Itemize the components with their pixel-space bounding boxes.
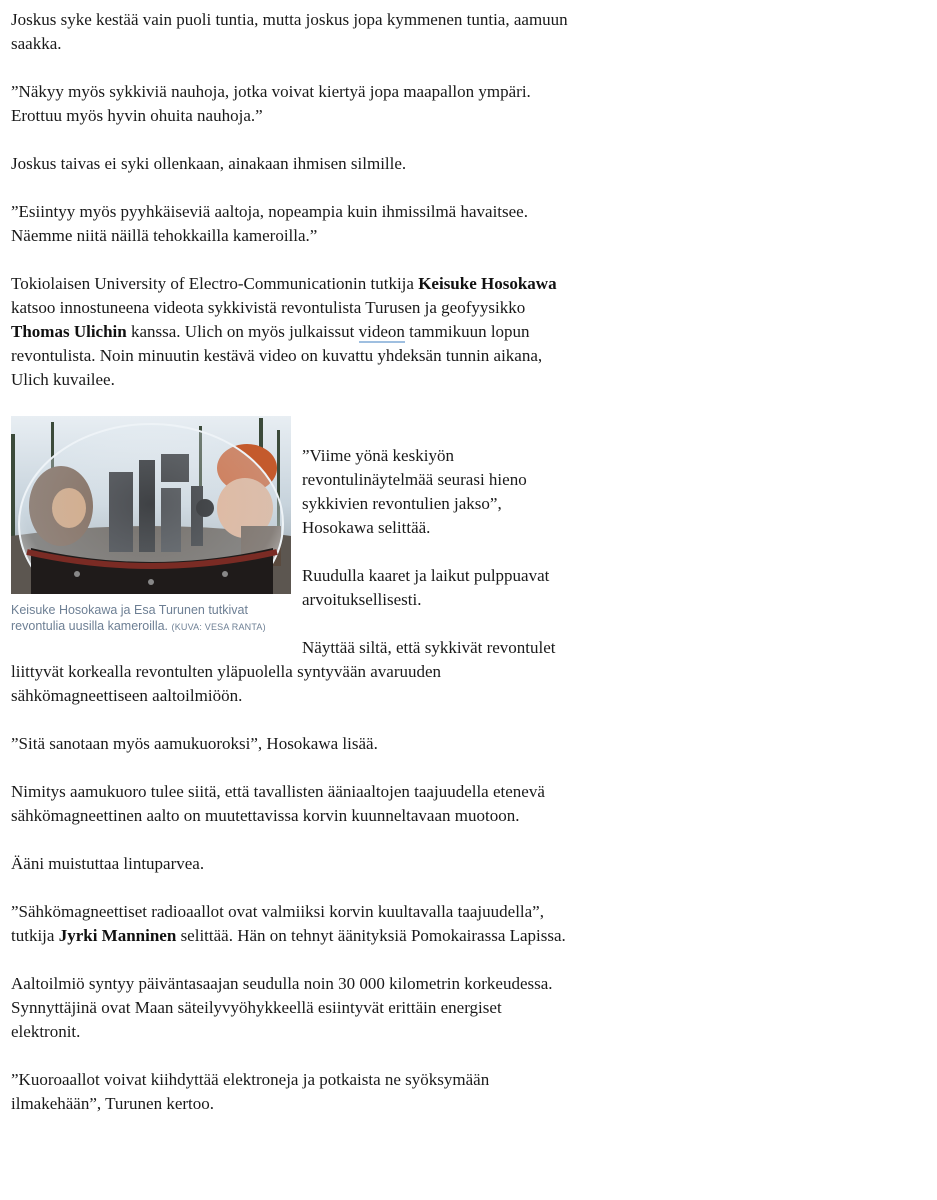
text: ”Sähkömagneettiset radioaallot ovat valmiiksi korvin kuultavalla taajuudella”, tutkija [11, 902, 544, 945]
paragraph: ”Sitä sanotaan myös aamukuoroksi”, Hosokawa lisää. [11, 734, 378, 753]
text: tammikuun lopun revontulista. Noin minuutin kestävä video on kuvattu yhdeksän tunnin aikana, Ulich kuvailee. [11, 322, 543, 389]
video-link[interactable]: videon [358, 322, 405, 341]
photo-caption [11, 602, 292, 635]
person-name: Jyrki Manninen [58, 926, 177, 945]
paragraph: ”Viime yönä keskiyön revontulinäytelmää seurasi hieno sykkivien revontulien jakso”, Hosokawa selittää. [302, 446, 527, 537]
paragraph: Joskus syke kestää vain puoli tuntia, mutta joskus jopa kymmenen tuntia, aamuun saakka. [11, 10, 568, 53]
article-figure [11, 416, 292, 635]
text: Tokiolaisen University of Electro-Communicationin tutkija [11, 274, 419, 293]
person-name: Thomas Ulichin [11, 322, 127, 341]
article-body [11, 8, 573, 1140]
photo-credit: (KUVA: VESA RANTA) [171, 622, 266, 632]
paragraph: Ruudulla kaaret ja laikut pulppuavat arvoituksellisesti. [302, 566, 550, 609]
paragraph [11, 272, 573, 392]
researchers-photo [11, 416, 291, 594]
text: kanssa. Ulich on myös julkaissut [126, 322, 359, 341]
paragraph [11, 900, 573, 948]
paragraph: Näyttää siltä, että sykkivät revontulet liittyvät korkealla revontulten yläpuolella syntyvään avaruuden sähkömagneettiseen aaltoilmiöön. [11, 638, 556, 705]
paragraph: ”Näkyy myös sykkiviä nauhoja, jotka voivat kiertyä jopa maapallon ympäri. Erottuu myös hyvin ohuita nauhoja.” [11, 82, 531, 125]
paragraph: Nimitys aamukuoro tulee siitä, että tavallisten ääniaaltojen taajuudella etenevä sähkömagneettinen aalto on muutettavissa korvin kuunneltavaan muotoon. [11, 782, 545, 825]
paragraph: Joskus taivas ei syki ollenkaan, ainakaan ihmisen silmille. [11, 154, 407, 173]
text: katsoo innostuneena videota sykkivistä revontulista Turusen ja geofyysikko [11, 298, 526, 317]
paragraph: Ääni muistuttaa lintuparvea. [11, 854, 205, 873]
caption-text: Keisuke Hosokawa ja Esa Turunen tutkivat revontulia uusilla kameroilla. [11, 603, 248, 633]
text: selittää. Hän on tehnyt äänityksiä Pomokairassa Lapissa. [176, 926, 566, 945]
paragraph: Aaltoilmiö syntyy päiväntasaajan seudulla noin 30 000 kilometrin korkeudessa. Synnyttäjinä ovat Maan säteilyvyöhykkeellä esiintyvät erittäin energiset elektronit. [11, 974, 553, 1041]
paragraph: ”Esiintyy myös pyyhkäiseviä aaltoja, nopeampia kuin ihmissilmä havaitsee. Näemme niitä näillä tehokkailla kameroilla.” [11, 202, 528, 245]
person-name: Keisuke Hosokawa [418, 274, 557, 293]
paragraph: ”Kuoroaallot voivat kiihdyttää elektroneja ja potkaista ne syöksymään ilmakehään”, Turunen kertoo. [11, 1070, 490, 1113]
